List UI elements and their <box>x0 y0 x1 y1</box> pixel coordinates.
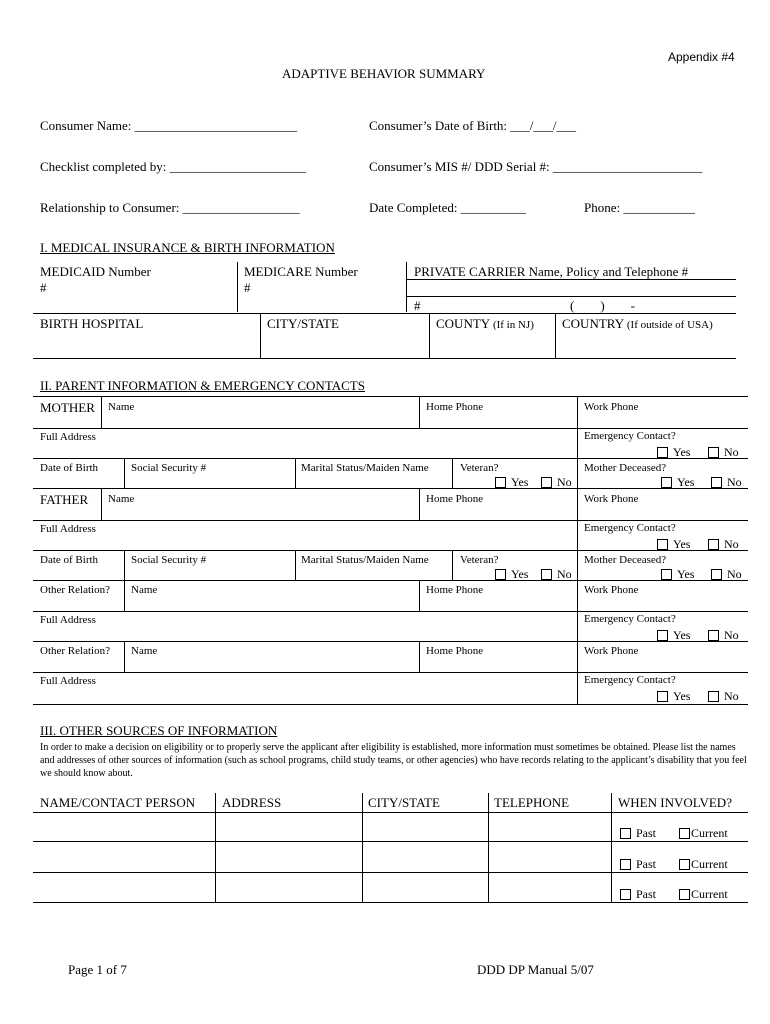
mother-deceased-yes[interactable] <box>661 475 694 490</box>
s2-divider <box>419 641 420 672</box>
other-relation-1-label: Other Relation? <box>40 584 110 596</box>
s2-divider <box>124 550 125 580</box>
s3-line <box>33 841 748 842</box>
checkbox-icon[interactable] <box>541 477 552 488</box>
mother-address-field[interactable]: Full Address <box>40 431 96 443</box>
no-label: No <box>727 475 742 489</box>
col-address: ADDRESS <box>222 795 282 810</box>
father-emergency-no[interactable] <box>708 537 739 552</box>
yes-label: Yes <box>673 537 691 551</box>
col-name-contact: NAME/CONTACT PERSON <box>40 795 196 810</box>
yes-label: Yes <box>511 475 529 489</box>
other-relation-2-name-field[interactable]: Name <box>131 645 158 657</box>
s3-divider <box>611 793 612 902</box>
col-telephone: TELEPHONE <box>494 795 570 810</box>
no-label: No <box>557 475 572 489</box>
father-label: FATHER <box>40 492 89 507</box>
father-emergency-yes[interactable] <box>657 537 690 552</box>
yes-label: Yes <box>511 567 529 581</box>
checkbox-icon[interactable] <box>657 691 668 702</box>
s1-divider <box>406 262 407 312</box>
mother-home-phone-field[interactable]: Home Phone <box>426 401 484 413</box>
checkbox-icon[interactable] <box>620 859 631 870</box>
checkbox-icon[interactable] <box>620 889 631 900</box>
s1-line <box>33 358 736 359</box>
checkbox-icon[interactable] <box>620 828 631 839</box>
private-carrier-hash[interactable]: # <box>414 298 421 313</box>
father-address-field[interactable]: Full Address <box>40 523 96 535</box>
no-label: No <box>557 567 572 581</box>
s2-line <box>33 458 748 459</box>
appendix-label: Appendix #4 <box>668 50 735 64</box>
s2-divider <box>124 580 125 611</box>
yes-label: Yes <box>673 445 691 459</box>
other-relation-1-name-field[interactable]: Name <box>131 584 158 596</box>
source-3-current[interactable] <box>679 887 728 902</box>
s3-line <box>33 872 748 873</box>
mother-veteran-no[interactable] <box>541 475 572 490</box>
other-relation-2-home-phone-field[interactable]: Home Phone <box>426 645 484 657</box>
past-label: Past <box>636 887 657 901</box>
other-relation-2-emergency-no[interactable] <box>708 689 739 704</box>
mother-veteran-yes[interactable] <box>495 475 528 490</box>
other-relation-1-home-phone-field[interactable]: Home Phone <box>426 584 484 596</box>
phone-field[interactable]: Phone: ___________ <box>584 200 695 215</box>
county-text: COUNTY <box>436 316 490 331</box>
father-deceased-no[interactable] <box>711 567 742 582</box>
current-label: Current <box>691 826 728 840</box>
s2-line <box>33 488 748 489</box>
checkbox-icon[interactable] <box>708 691 719 702</box>
s2-divider <box>124 641 125 672</box>
s2-divider <box>419 580 420 611</box>
country-note: (If outside of USA) <box>626 319 713 331</box>
no-label: No <box>724 689 739 703</box>
mother-deceased-no[interactable] <box>711 475 742 490</box>
mother-deceased-label: Mother Deceased? <box>584 462 667 474</box>
medicaid-label: MEDICAID Number <box>40 264 151 279</box>
checkbox-icon[interactable] <box>711 569 722 580</box>
city-state-label: CITY/STATE <box>267 316 339 331</box>
section3-title <box>40 723 277 739</box>
checkbox-icon[interactable] <box>657 447 668 458</box>
s2-divider <box>295 550 296 580</box>
section3-paragraph: In order to make a decision on eligibility or to properly serve the applicant after eligibility is established, more information must sometimes be obtained. Please list the names and addresses of other sources of information (such as school programs, child study teams, or other agencies) who have records relating to the applicant’s disability that you feel we should know about. <box>40 742 747 779</box>
checkbox-icon[interactable] <box>679 828 690 839</box>
source-3-past[interactable] <box>620 887 656 902</box>
checkbox-icon[interactable] <box>711 477 722 488</box>
no-label: No <box>724 537 739 551</box>
county-label <box>436 316 534 332</box>
checkbox-icon[interactable] <box>541 569 552 580</box>
source-2-current[interactable] <box>679 857 728 872</box>
s2-line <box>33 580 748 581</box>
medicare-label: MEDICARE Number <box>244 264 358 279</box>
other-relation-2-address-field[interactable]: Full Address <box>40 675 96 687</box>
page-title: ADAPTIVE BEHAVIOR SUMMARY <box>282 66 486 81</box>
source-2-past[interactable] <box>620 857 656 872</box>
s2-divider <box>452 550 453 580</box>
s1-line <box>406 279 736 280</box>
s2-divider <box>101 488 102 520</box>
checkbox-icon[interactable] <box>661 477 672 488</box>
yes-label: Yes <box>677 475 695 489</box>
s3-divider <box>362 793 363 902</box>
no-label: No <box>724 628 739 642</box>
manual-reference: DDD DP Manual 5/07 <box>477 962 594 977</box>
s2-line <box>33 641 748 642</box>
other-relation-2-emergency-yes[interactable] <box>657 689 690 704</box>
father-deceased-label: Mother Deceased? <box>584 554 667 566</box>
page-number: Page 1 of 7 <box>68 962 127 977</box>
country-label <box>562 316 713 332</box>
s1-divider <box>429 313 430 358</box>
other-relation-2-label: Other Relation? <box>40 645 110 657</box>
checkbox-icon[interactable] <box>657 630 668 641</box>
relationship-field[interactable]: Relationship to Consumer: __________________ <box>40 200 300 215</box>
checkbox-icon[interactable] <box>679 859 690 870</box>
s1-divider <box>237 262 238 312</box>
s3-divider <box>215 793 216 902</box>
section1-title <box>40 240 335 256</box>
s1-line <box>33 313 736 314</box>
section2-title-text: II. PARENT INFORMATION & EMERGENCY CONTACTS <box>40 378 365 393</box>
father-name-field[interactable]: Name <box>108 493 135 505</box>
s2-divider <box>124 458 125 488</box>
s1-divider <box>260 313 261 358</box>
checkbox-icon[interactable] <box>708 447 719 458</box>
section2-title <box>40 378 365 394</box>
no-label: No <box>727 567 742 581</box>
current-label: Current <box>691 857 728 871</box>
mother-marital-field[interactable]: Marital Status/Maiden Name <box>301 462 429 474</box>
checkbox-icon[interactable] <box>679 889 690 900</box>
father-dob-field[interactable]: Date of Birth <box>40 554 99 566</box>
checkbox-icon[interactable] <box>708 630 719 641</box>
father-emergency-label: Emergency Contact? <box>584 522 676 534</box>
s1-divider <box>555 313 556 358</box>
section3-title-text: III. OTHER SOURCES OF INFORMATION <box>40 723 278 738</box>
private-carrier-label: PRIVATE CARRIER Name, Policy and Telephone # <box>414 264 689 279</box>
checkbox-icon[interactable] <box>495 477 506 488</box>
yes-label: Yes <box>677 567 695 581</box>
father-veteran-label: Veteran? <box>460 554 499 566</box>
other-relation-1-work-phone-field[interactable]: Work Phone <box>584 584 639 596</box>
father-veteran-no[interactable] <box>541 567 572 582</box>
father-deceased-yes[interactable] <box>661 567 694 582</box>
mis-serial-field[interactable]: Consumer’s MIS #/ DDD Serial #: _______________________ <box>369 159 703 174</box>
yes-label: Yes <box>673 628 691 642</box>
birth-hospital-label: BIRTH HOSPITAL <box>40 316 144 331</box>
s2-divider <box>419 396 420 428</box>
checkbox-icon[interactable] <box>495 569 506 580</box>
date-completed-field[interactable]: Date Completed: __________ <box>369 200 526 215</box>
mother-veteran-label: Veteran? <box>460 462 499 474</box>
s2-divider <box>101 396 102 428</box>
other-relation-1-address-field[interactable]: Full Address <box>40 614 96 626</box>
father-veteran-yes[interactable] <box>495 567 528 582</box>
mother-emergency-label: Emergency Contact? <box>584 430 676 442</box>
mother-name-field[interactable]: Name <box>108 401 135 413</box>
no-label: No <box>724 445 739 459</box>
past-label: Past <box>636 857 657 871</box>
s2-line <box>33 396 748 397</box>
other-relation-1-emergency-label: Emergency Contact? <box>584 613 676 625</box>
mother-emergency-yes[interactable] <box>657 445 690 460</box>
source-1-past[interactable] <box>620 826 656 841</box>
other-relation-1-emergency-yes[interactable] <box>657 628 690 643</box>
s2-divider <box>419 488 420 520</box>
mother-emergency-no[interactable] <box>708 445 739 460</box>
s2-line <box>33 550 748 551</box>
county-note: (If in NJ) <box>492 319 534 331</box>
s2-divider <box>295 458 296 488</box>
medicare-hash[interactable]: # <box>244 280 251 295</box>
mother-label: MOTHER <box>40 400 95 415</box>
s2-line <box>33 611 748 612</box>
s3-line <box>33 902 748 903</box>
s2-line <box>33 672 748 673</box>
checkbox-icon[interactable] <box>708 539 719 550</box>
country-text: COUNTRY <box>562 316 624 331</box>
current-label: Current <box>691 887 728 901</box>
other-relation-2-emergency-label: Emergency Contact? <box>584 674 676 686</box>
past-label: Past <box>636 826 657 840</box>
consumer-name-field[interactable]: Consumer Name: _________________________ <box>40 118 298 133</box>
father-ssn-field[interactable]: Social Security # <box>131 554 207 566</box>
source-1-current[interactable] <box>679 826 728 841</box>
s2-divider <box>577 396 578 704</box>
medicaid-hash[interactable]: # <box>40 280 47 295</box>
s3-line <box>33 812 748 813</box>
mother-ssn-field[interactable]: Social Security # <box>131 462 207 474</box>
father-home-phone-field[interactable]: Home Phone <box>426 493 484 505</box>
s1-line <box>406 296 736 297</box>
mother-dob-field[interactable]: Date of Birth <box>40 462 99 474</box>
other-relation-1-emergency-no[interactable] <box>708 628 739 643</box>
checkbox-icon[interactable] <box>657 539 668 550</box>
father-work-phone-field[interactable]: Work Phone <box>584 493 639 505</box>
other-relation-2-work-phone-field[interactable]: Work Phone <box>584 645 639 657</box>
private-carrier-phone[interactable]: ( ) - <box>570 298 635 313</box>
consumer-dob-field[interactable]: Consumer’s Date of Birth: ___/___/___ <box>369 118 577 133</box>
yes-label: Yes <box>673 689 691 703</box>
s2-divider <box>452 458 453 488</box>
section1-title-text: I. MEDICAL INSURANCE & BIRTH INFORMATION <box>40 240 335 255</box>
mother-work-phone-field[interactable]: Work Phone <box>584 401 639 413</box>
checkbox-icon[interactable] <box>661 569 672 580</box>
col-city-state: CITY/STATE <box>368 795 440 810</box>
s2-line <box>33 704 748 705</box>
col-when-involved: WHEN INVOLVED? <box>618 795 732 810</box>
s2-line <box>33 428 748 429</box>
checklist-completed-field[interactable]: Checklist completed by: _____________________ <box>40 159 307 174</box>
father-marital-field[interactable]: Marital Status/Maiden Name <box>301 554 429 566</box>
s3-divider <box>488 793 489 902</box>
s2-line <box>33 520 748 521</box>
